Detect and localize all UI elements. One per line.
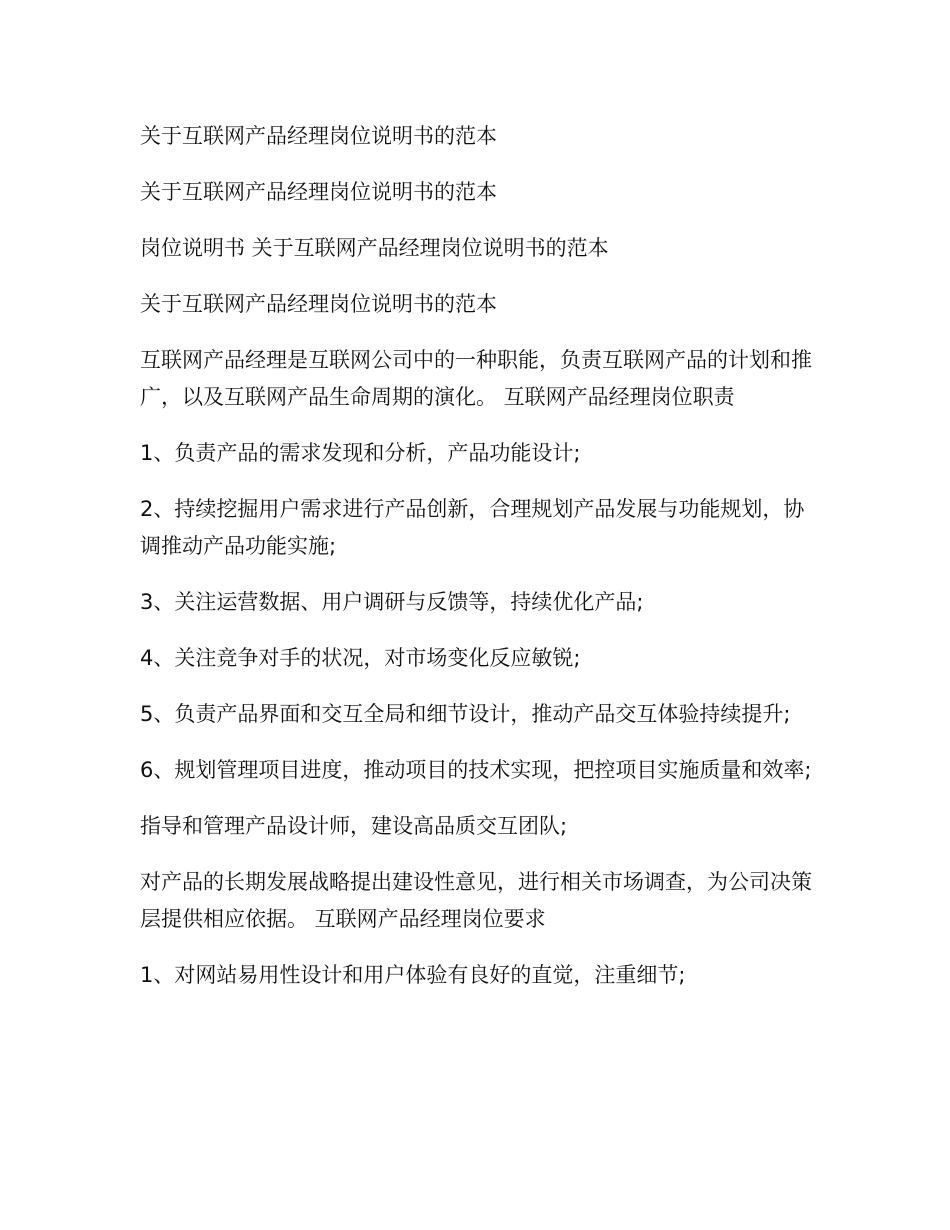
intro-paragraph: 互联网产品经理是互联网公司中的一种职能，负责互联网产品的计划和推广，以及互联网产品生命周期的演化。 互联网产品经理岗位职责: [140, 348, 812, 409]
doc-title-line: 关于互联网产品经理岗位说明书的范本: [140, 124, 497, 148]
doc-title-repeat: 关于互联网产品经理岗位说明书的范本: [140, 180, 497, 204]
doc-heading: 关于互联网产品经理岗位说明书的范本: [140, 292, 497, 316]
document-body: [140, 118, 820, 1013]
duty-item-6: 6、规划管理项目进度，推动项目的技术实现，把控项目实施质量和效率;: [140, 758, 812, 782]
requirement-item-1: 1、对网站易用性设计和用户体验有良好的直觉，注重细节;: [140, 963, 686, 987]
duty-item-2: 2、持续挖掘用户需求进行产品创新，合理规划产品发展与功能规划，协调推动产品功能实施;: [140, 497, 805, 558]
doc-category-line: 岗位说明书 关于互联网产品经理岗位说明书的范本: [140, 236, 609, 260]
duty-item-5: 5、负责产品界面和交互全局和细节设计，推动产品交互体验持续提升;: [140, 702, 791, 726]
duty-item-4: 4、关注竞争对手的状况，对市场变化反应敏锐;: [140, 646, 581, 670]
duty-item-7: 指导和管理产品设计师，建设高品质交互团队;: [140, 814, 568, 838]
duty-item-1: 1、负责产品的需求发现和分析，产品功能设计;: [140, 441, 581, 465]
duty-item-8: 对产品的长期发展战略提出建设性意见，进行相关市场调查，为公司决策层提供相应依据。 互联网产品经理岗位要求: [140, 870, 812, 931]
duty-item-3: 3、关注运营数据、用户调研与反馈等，持续优化产品;: [140, 590, 644, 614]
